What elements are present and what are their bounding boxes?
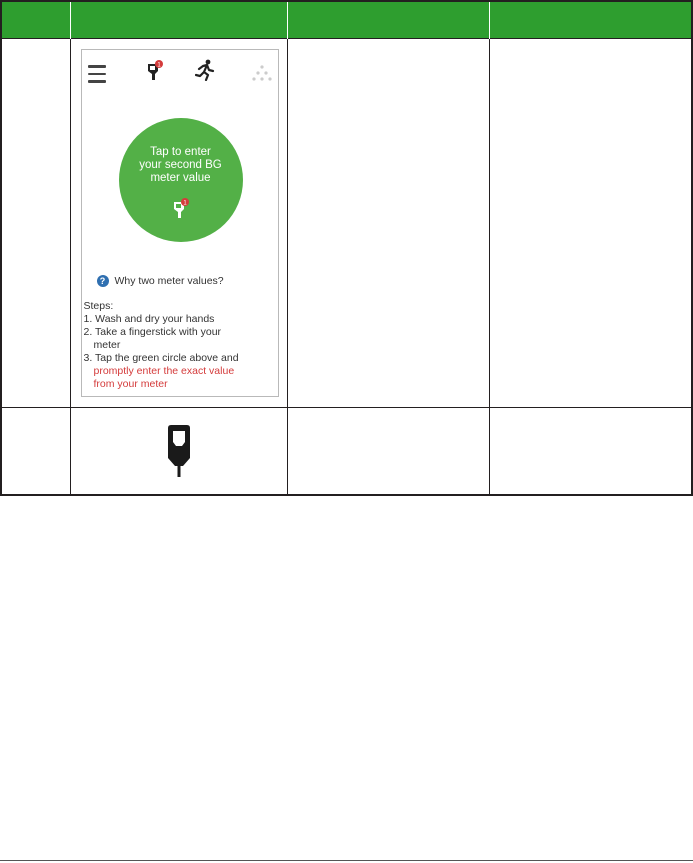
circle-text-line: your second BG [139,159,222,171]
step-warning-text: promptly enter the exact value [93,365,235,377]
step-text: 2. Take a fingerstick with your [83,326,222,338]
step-text: meter [93,339,121,351]
enter-bg-value-button[interactable] [119,118,243,242]
bg-meter-icon [166,424,192,478]
help-text: Why two meter values? [114,275,224,287]
table-cell [287,408,489,496]
meter-badge-count: 1 [156,62,161,69]
help-link[interactable] [97,275,224,287]
table-cell [489,408,692,496]
table-cell [1,408,70,496]
step-text: 1. Wash and dry your hands [83,313,215,325]
header-cell [70,1,287,39]
activity-icon[interactable] [195,59,215,81]
table-cell-icon [70,408,287,496]
table-cell [1,39,70,408]
table-cell-screenshot [70,39,287,408]
header-cell [1,1,70,39]
bg-meter-icon[interactable] [147,60,163,82]
question-icon: ? [97,275,109,287]
circle-text-line: meter value [150,172,211,184]
footer-rule [0,860,693,861]
table-cell [489,39,692,408]
app-screenshot [81,49,279,397]
step-warning-text: from your meter [93,378,168,390]
table-cell [287,39,489,408]
meter-badge-count: 1 [182,200,187,207]
steps-list [84,300,274,391]
step-text: 3. Tap the green circle above and [83,352,239,364]
menu-icon[interactable] [88,65,106,81]
circle-text [119,146,243,185]
table-row [1,39,692,408]
table-row [1,408,692,496]
bg-meter-icon [173,198,189,220]
circle-text-line: Tap to enter [150,146,211,158]
steps-title: Steps: [83,300,114,312]
dots-icon[interactable] [252,64,272,84]
header-cell [287,1,489,39]
table-header-row [1,1,692,39]
header-cell [489,1,692,39]
